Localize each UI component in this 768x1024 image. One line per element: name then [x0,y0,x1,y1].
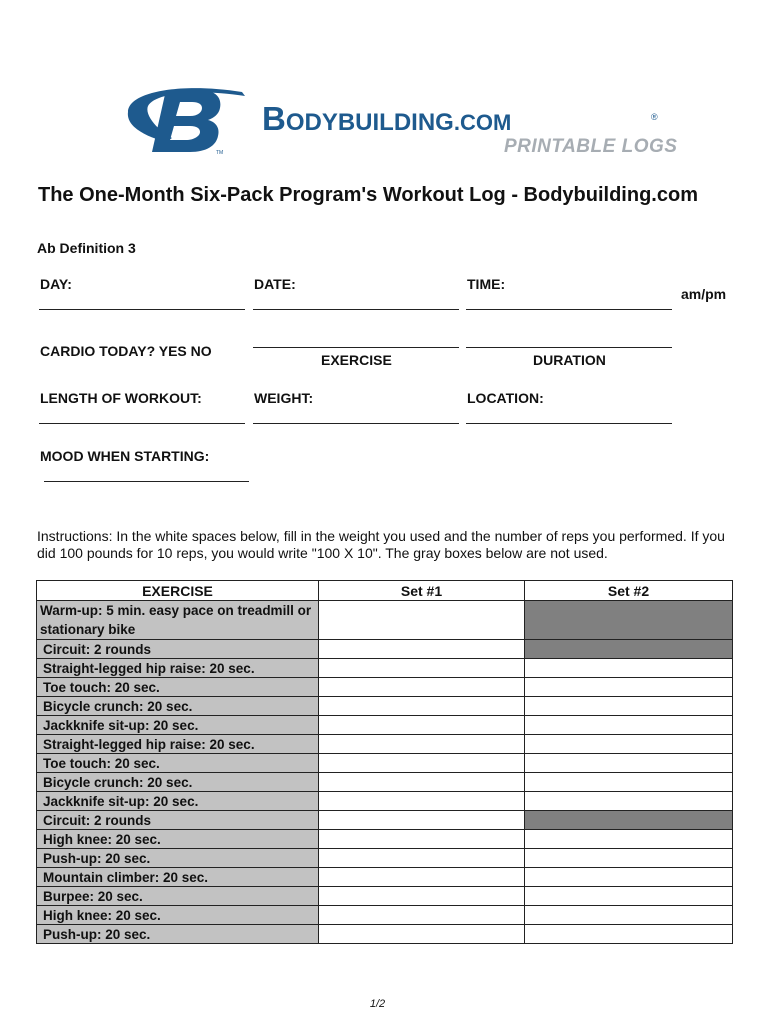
page-number: 1/2 [369,998,386,1010]
cardio-label: CARDIO TODAY? YES NO [40,343,212,359]
mood-label: MOOD WHEN STARTING: [40,448,210,464]
table-row [37,659,733,678]
set-2-cell[interactable] [525,697,733,716]
exercise-cell: High knee: 20 sec. [37,906,319,925]
exercise-cell: Warm-up: 5 min. easy pace on treadmill or stationary bike [37,601,319,640]
set-1-cell[interactable] [319,697,525,716]
set-2-cell[interactable] [525,868,733,887]
set-1-cell[interactable] [319,906,525,925]
instructions-text: Instructions: In the white spaces below, fill in the weight you used and the number of reps you performed. If you did 100 pounds for 10 reps, you would write "100 X 10". The gray boxes below are not used. [37,528,725,561]
table-row [37,716,733,735]
set-2-cell-unused [525,811,733,830]
set-1-cell[interactable] [319,868,525,887]
set-1-cell[interactable] [319,754,525,773]
date-label: DATE: [254,276,296,292]
mood-line[interactable] [44,481,249,482]
set-2-cell[interactable] [525,716,733,735]
table-row [37,868,733,887]
table-row [37,849,733,868]
page-title: The One-Month Six-Pack Program's Workout Log - Bodybuilding.com [38,184,698,206]
table-row [37,887,733,906]
logo-trademark: TM [216,150,224,156]
cardio-duration-line[interactable] [466,347,672,348]
bodybuilding-logo-icon [120,78,248,158]
set-2-cell[interactable] [525,754,733,773]
header-exercise: EXERCISE [37,581,319,601]
logo-wordmark-b: B [262,100,286,137]
table-row [37,773,733,792]
set-1-cell[interactable] [319,640,525,659]
set-1-cell[interactable] [319,830,525,849]
exercise-cell: Jackknife sit-up: 20 sec. [37,716,319,735]
set-1-cell[interactable] [319,659,525,678]
set-2-cell[interactable] [525,887,733,906]
workout-log-table [36,580,733,944]
time-line[interactable] [466,309,672,310]
header-set-2: Set #2 [525,581,733,601]
logo-wordmark-rest: ODYBUILDING [285,109,454,136]
set-2-cell[interactable] [525,925,733,944]
set-2-cell[interactable] [525,659,733,678]
cardio-duration-label: DURATION [533,352,606,368]
exercise-cell: Straight-legged hip raise: 20 sec. [37,659,319,678]
location-line[interactable] [466,423,672,424]
weight-line[interactable] [253,423,459,424]
location-label: LOCATION: [467,390,544,406]
exercise-cell: Mountain climber: 20 sec. [37,868,319,887]
set-1-cell[interactable] [319,735,525,754]
logo-wordmark [262,100,511,138]
set-1-cell[interactable] [319,811,525,830]
table-row [37,906,733,925]
exercise-cell: Circuit: 2 rounds [37,811,319,830]
set-1-cell[interactable] [319,678,525,697]
length-line[interactable] [39,423,245,424]
header-set-1: Set #1 [319,581,525,601]
set-2-cell[interactable] [525,849,733,868]
logo-tagline: PRINTABLE LOGS [504,136,678,157]
table-body [37,601,733,944]
set-1-cell[interactable] [319,792,525,811]
table-row [37,697,733,716]
table-header-row [37,581,733,601]
set-2-cell-unused [525,601,733,640]
exercise-cell: Straight-legged hip raise: 20 sec. [37,735,319,754]
table-row [37,601,733,640]
set-2-cell-unused [525,640,733,659]
set-2-cell[interactable] [525,678,733,697]
table-row [37,640,733,659]
table-row [37,754,733,773]
set-1-cell[interactable] [319,601,525,640]
set-2-cell[interactable] [525,830,733,849]
set-1-cell[interactable] [319,773,525,792]
exercise-cell: Toe touch: 20 sec. [37,678,319,697]
day-line[interactable] [39,309,245,310]
set-2-cell[interactable] [525,735,733,754]
set-2-cell[interactable] [525,906,733,925]
set-2-cell[interactable] [525,792,733,811]
exercise-cell: Toe touch: 20 sec. [37,754,319,773]
exercise-cell: Jackknife sit-up: 20 sec. [37,792,319,811]
exercise-cell: Bicycle crunch: 20 sec. [37,773,319,792]
exercise-cell: Push-up: 20 sec. [37,849,319,868]
table-row [37,925,733,944]
table-row [37,792,733,811]
workout-subtitle: Ab Definition 3 [37,240,136,256]
exercise-cell: Bicycle crunch: 20 sec. [37,697,319,716]
exercise-cell: High knee: 20 sec. [37,830,319,849]
table-row [37,678,733,697]
logo-registered-mark: ® [651,112,658,122]
cardio-exercise-label: EXERCISE [321,352,392,368]
set-1-cell[interactable] [319,887,525,906]
day-label: DAY: [40,276,72,292]
table-row [37,735,733,754]
cardio-exercise-line[interactable] [253,347,459,348]
set-1-cell[interactable] [319,849,525,868]
exercise-cell: Burpee: 20 sec. [37,887,319,906]
set-2-cell[interactable] [525,773,733,792]
time-label: TIME: [467,276,506,292]
exercise-cell: Push-up: 20 sec. [37,925,319,944]
table-row [37,811,733,830]
length-label: LENGTH OF WORKOUT: [40,390,202,406]
date-line[interactable] [253,309,459,310]
exercise-cell: Circuit: 2 rounds [37,640,319,659]
logo-wordmark-com: .COM [453,110,512,135]
weight-label: WEIGHT: [254,390,314,406]
table-row [37,830,733,849]
ampm-label: am/pm [681,286,727,302]
set-1-cell[interactable] [319,925,525,944]
set-1-cell[interactable] [319,716,525,735]
